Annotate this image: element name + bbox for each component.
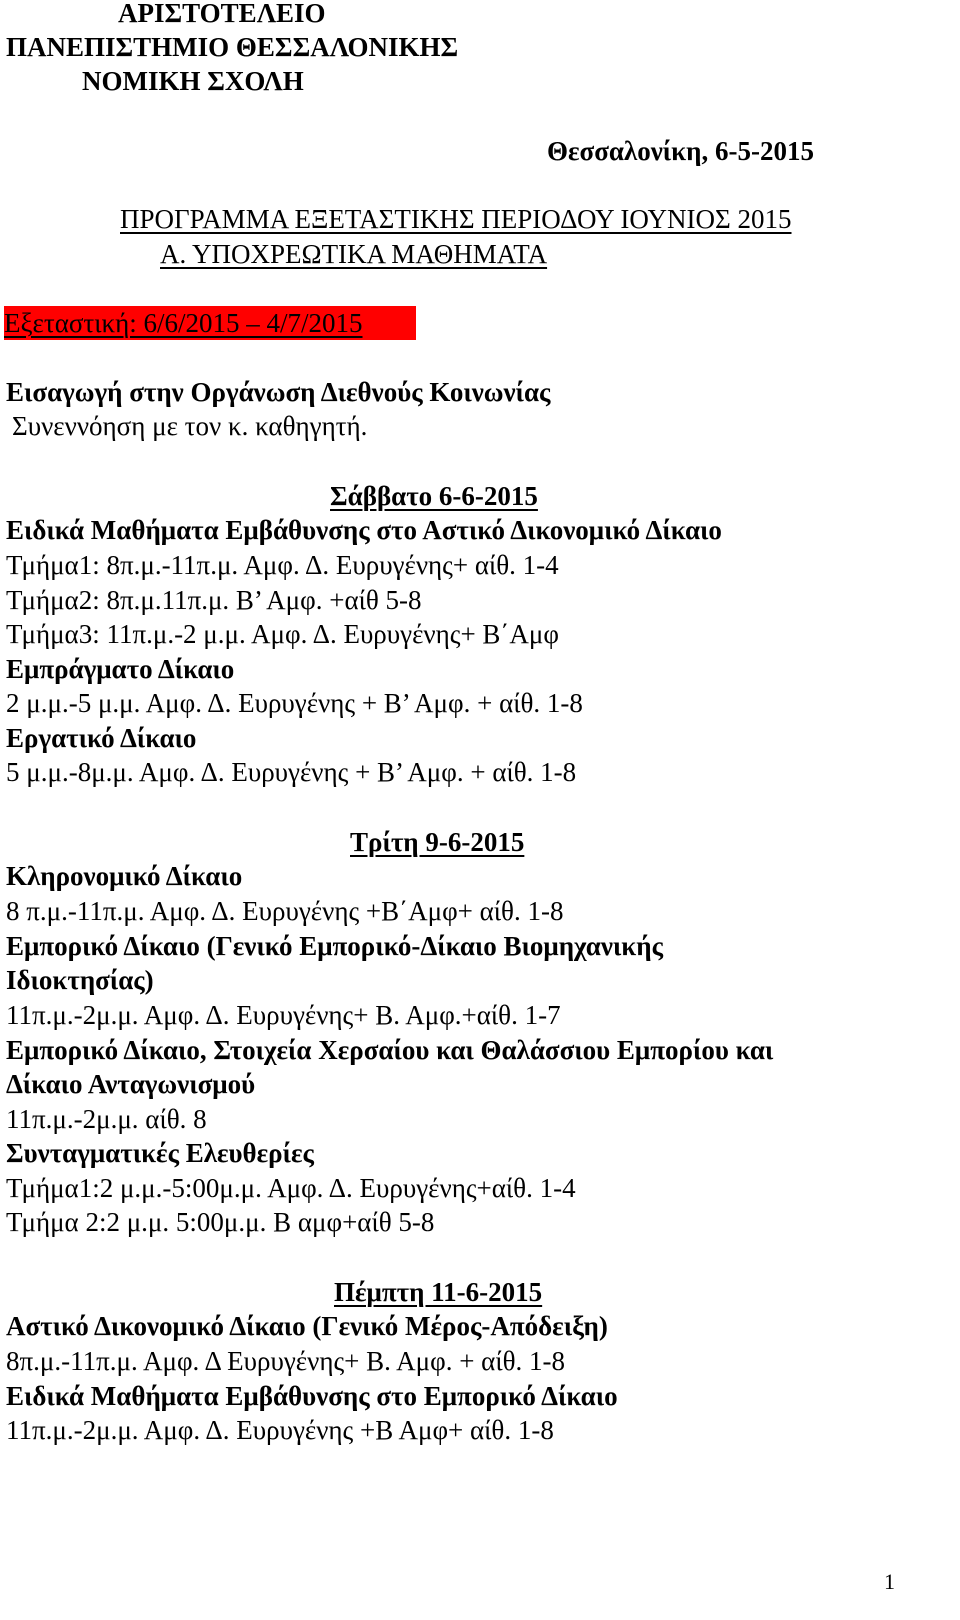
- course-title-cont: Ιδιοκτησίας): [6, 965, 154, 995]
- university-name: ΑΡΙΣΤΟΤΕΛΕΙΟ: [118, 0, 326, 28]
- exam-slot: Τμήμα2: 8π.μ.11π.μ. Β’ Αμφ. +αίθ 5-8: [6, 585, 422, 615]
- exam-slot: Τμήμα 2:2 μ.μ. 5:00μ.μ. Β αμφ+αίθ 5-8: [6, 1207, 435, 1237]
- exam-slot: Τμήμα1: 8π.μ.-11π.μ. Αμφ. Δ. Ευρυγένης+ αίθ. 1-4: [6, 550, 559, 580]
- exam-period-banner: Εξεταστική: 6/6/2015 – 4/7/2015: [4, 306, 416, 340]
- course-title: Εμπορικό Δίκαιο (Γενικό Εμπορικό-Δίκαιο Βιομηχανικής: [6, 931, 663, 961]
- course-title-cont: Δίκαιο Ανταγωνισμού: [6, 1069, 256, 1099]
- day-heading: Σάββατο 6-6-2015: [330, 481, 538, 511]
- intro-course: Εισαγωγή στην Οργάνωση Διεθνούς Κοινωνίας: [6, 377, 551, 407]
- day-heading: Πέμπτη 11-6-2015: [334, 1277, 543, 1307]
- school-name: ΝΟΜΙΚΗ ΣΧΟΛΗ: [82, 66, 304, 96]
- exam-slot: 11π.μ.-2μ.μ. Αμφ. Δ. Ευρυγένης+ Β. Αμφ.+αίθ. 1-7: [6, 1000, 561, 1030]
- course-title: Ειδικά Μαθήματα Εμβάθυνσης στο Αστικό Δικονομικό Δίκαιο: [6, 515, 722, 545]
- course-title: Εργατικό Δίκαιο: [6, 723, 197, 753]
- exam-slot: 8π.μ.-11π.μ. Αμφ. Δ Ευρυγένης+ Β. Αμφ. + αίθ. 1-8: [6, 1346, 566, 1376]
- day-heading: Τρίτη 9-6-2015: [350, 827, 525, 857]
- document-title: ΠΡΟΓΡΑΜΜΑ ΕΞΕΤΑΣΤΙΚΗΣ ΠΕΡΙΟΔΟΥ ΙΟΥΝΙΟΣ 2015: [120, 204, 792, 234]
- course-title: Κληρονομικό Δίκαιο: [6, 861, 243, 891]
- place-date: Θεσσαλονίκη, 6-5-2015: [547, 136, 814, 166]
- intro-note: Συνεννόηση με τον κ. καθηγητή.: [12, 411, 368, 441]
- exam-slot: 2 μ.μ.-5 μ.μ. Αμφ. Δ. Ευρυγένης + Β’ Αμφ. + αίθ. 1-8: [6, 688, 583, 718]
- course-title: Εμπράγματο Δίκαιο: [6, 654, 235, 684]
- exam-slot: Τμήμα1:2 μ.μ.-5:00μ.μ. Αμφ. Δ. Ευρυγένης+αίθ. 1-4: [6, 1173, 576, 1203]
- exam-slot: 8 π.μ.-11π.μ. Αμφ. Δ. Ευρυγένης +Β΄Αμφ+ αίθ. 1-8: [6, 896, 564, 926]
- exam-slot: Τμήμα3: 11π.μ.-2 μ.μ. Αμφ. Δ. Ευρυγένης+ Β΄Αμφ: [6, 619, 559, 649]
- course-title: Ειδικά Μαθήματα Εμβάθυνσης στο Εμπορικό Δίκαιο: [6, 1381, 618, 1411]
- course-title: Εμπορικό Δίκαιο, Στοιχεία Χερσαίου και Θαλάσσιου Εμπορίου και: [6, 1035, 774, 1065]
- exam-slot: 5 μ.μ.-8μ.μ. Αμφ. Δ. Ευρυγένης + Β’ Αμφ. + αίθ. 1-8: [6, 757, 577, 787]
- section-subtitle: Α. ΥΠΟΧΡΕΩΤΙΚΑ ΜΑΘΗΜΑΤΑ: [160, 239, 548, 269]
- course-title: Αστικό Δικονομικό Δίκαιο (Γενικό Μέρος-Απόδειξη): [6, 1311, 608, 1341]
- course-title: Συνταγματικές Ελευθερίες: [6, 1138, 314, 1168]
- university-name-line2: ΠΑΝΕΠΙΣΤΗΜΙΟ ΘΕΣΣΑΛΟΝΙΚΗΣ: [6, 32, 459, 62]
- exam-slot: 11π.μ.-2μ.μ. Αμφ. Δ. Ευρυγένης +Β Αμφ+ αίθ. 1-8: [6, 1415, 554, 1445]
- page-number: 1: [884, 1569, 895, 1594]
- exam-slot: 11π.μ.-2μ.μ. αίθ. 8: [6, 1104, 207, 1134]
